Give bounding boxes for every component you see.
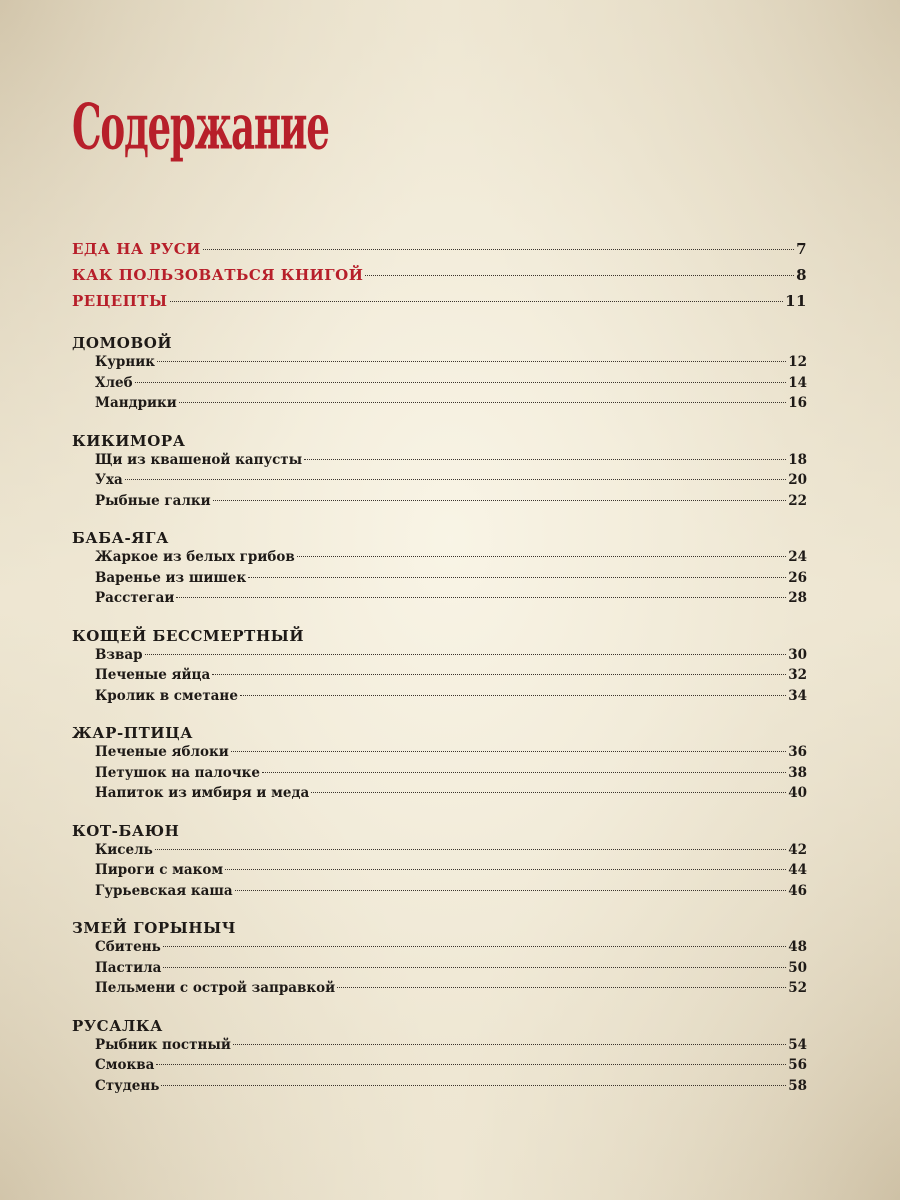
toc-page-number: 36 xyxy=(788,744,807,760)
toc-section xyxy=(72,332,807,416)
toc-item-label: Петушок на палочке xyxy=(95,764,261,781)
toc-section xyxy=(72,625,807,709)
toc-item[interactable] xyxy=(72,452,807,473)
toc-page-number: 11 xyxy=(785,292,807,310)
toc-item-label: Жаркое из белых грибов xyxy=(95,549,295,565)
dot-leader xyxy=(135,382,787,383)
toc-section xyxy=(72,430,807,514)
toc-item-label: Рыбник постный xyxy=(95,1036,231,1053)
toc-page-number: 26 xyxy=(788,569,807,586)
dot-leader xyxy=(233,1044,786,1045)
toc-section xyxy=(72,1015,807,1099)
toc-page-number: 32 xyxy=(788,667,807,683)
toc-section xyxy=(72,527,807,611)
toc-section-heading: ЖАР-ПТИЦА xyxy=(72,724,194,742)
toc-item-label: Рыбные галки xyxy=(95,492,211,509)
toc-item-label: Кисель xyxy=(95,841,153,858)
toc-item[interactable] xyxy=(72,472,807,493)
dot-leader xyxy=(235,890,787,891)
toc-item[interactable] xyxy=(72,842,807,863)
toc-item[interactable] xyxy=(72,375,807,396)
toc-page-number: 12 xyxy=(788,354,807,370)
toc-item[interactable] xyxy=(72,590,807,611)
toc-page-number: 40 xyxy=(788,785,807,801)
dot-leader xyxy=(145,654,787,655)
toc-page-number: 30 xyxy=(788,646,807,663)
dot-leader xyxy=(225,869,786,870)
toc-page-number: 20 xyxy=(788,472,807,488)
dot-leader xyxy=(179,402,786,403)
toc-item[interactable] xyxy=(72,667,807,688)
toc-item-label: Хлеб xyxy=(95,374,133,391)
dot-leader xyxy=(337,987,786,988)
dot-leader xyxy=(163,967,786,968)
toc-page-number: 42 xyxy=(788,841,807,858)
toc-section-heading: ЗМЕЙ ГОРЫНЫЧ xyxy=(72,919,237,937)
dot-leader xyxy=(156,1064,786,1065)
toc-item[interactable] xyxy=(72,493,807,514)
dot-leader xyxy=(157,361,786,362)
dot-leader xyxy=(213,500,787,501)
dot-leader xyxy=(161,1085,786,1086)
dot-leader xyxy=(163,946,786,947)
toc-item[interactable] xyxy=(72,980,807,1001)
toc-item-label: Курник xyxy=(95,354,156,370)
toc-item-label: Печеные яблоки xyxy=(95,744,229,760)
toc-item[interactable] xyxy=(72,1078,807,1099)
toc-item-label: Студень xyxy=(95,1077,160,1094)
dot-leader xyxy=(155,849,786,850)
dot-leader xyxy=(262,772,786,773)
toc-item-label: Уха xyxy=(95,472,123,488)
toc-item[interactable] xyxy=(72,570,807,591)
toc-page-number: 16 xyxy=(788,395,807,411)
toc-item-label: Мандрики xyxy=(95,395,177,411)
dot-leader xyxy=(176,597,786,598)
toc-section-heading: РУСАЛКА xyxy=(72,1016,163,1035)
toc-page-number: 18 xyxy=(788,451,807,468)
toc-section xyxy=(72,722,807,806)
toc-page-number: 28 xyxy=(788,590,807,606)
toc-item[interactable] xyxy=(72,939,807,960)
toc-page-number: 38 xyxy=(788,764,807,781)
dot-leader xyxy=(365,275,794,276)
toc-item-label: Смоква xyxy=(95,1057,155,1073)
dot-leader xyxy=(170,301,784,302)
dot-leader xyxy=(125,479,786,480)
toc-page-number: 50 xyxy=(788,959,807,976)
toc-page-number: 24 xyxy=(788,549,807,565)
dot-leader xyxy=(304,459,786,460)
toc-section-heading: ДОМОВОЙ xyxy=(72,334,173,352)
dot-leader xyxy=(248,577,786,578)
toc-item-label: Пастила xyxy=(95,959,162,976)
toc-item-label: Расстегаи xyxy=(95,590,175,606)
table-of-contents xyxy=(72,240,807,1098)
toc-page-number: 8 xyxy=(796,266,807,284)
toc-item[interactable] xyxy=(72,395,807,416)
toc-item-label: Напиток из имбиря и меда xyxy=(95,785,310,801)
toc-item[interactable] xyxy=(72,354,807,375)
toc-section xyxy=(72,820,807,904)
toc-page-number: 34 xyxy=(788,687,807,704)
dot-leader xyxy=(240,695,786,696)
toc-item[interactable] xyxy=(72,785,807,806)
dot-leader xyxy=(297,556,786,557)
toc-item-label: Пельмени с острой заправкой xyxy=(95,980,336,996)
toc-entry-label: ЕДА НА РУСИ xyxy=(72,240,201,258)
toc-item-label: Пироги с маком xyxy=(95,862,224,878)
toc-page-number: 58 xyxy=(788,1077,807,1094)
toc-item[interactable] xyxy=(72,765,807,786)
toc-item-label: Взвар xyxy=(95,646,143,663)
dot-leader xyxy=(203,249,794,250)
toc-page-number: 48 xyxy=(788,939,807,955)
toc-top-entry[interactable] xyxy=(72,240,807,266)
toc-item-label: Варенье из шишек xyxy=(95,569,247,586)
toc-entry-label: КАК ПОЛЬЗОВАТЬСЯ КНИГОЙ xyxy=(72,266,364,284)
toc-item[interactable] xyxy=(72,1057,807,1078)
toc-page-number: 22 xyxy=(788,492,807,509)
toc-page-number: 7 xyxy=(796,240,807,258)
toc-item-label: Сбитень xyxy=(95,939,161,955)
toc-item[interactable] xyxy=(72,744,807,765)
toc-item[interactable] xyxy=(72,549,807,570)
toc-item[interactable] xyxy=(72,647,807,668)
toc-section xyxy=(72,917,807,1001)
dot-leader xyxy=(311,792,786,793)
toc-page-number: 54 xyxy=(788,1036,807,1053)
toc-item-label: Кролик в сметане xyxy=(95,687,238,704)
toc-item-label: Гурьевская каша xyxy=(95,882,233,899)
page-title: Содержание xyxy=(72,90,329,165)
toc-item[interactable] xyxy=(72,862,807,883)
toc-page-number: 46 xyxy=(788,882,807,899)
toc-section-heading: КИКИМОРА xyxy=(72,431,186,450)
toc-section-heading: БАБА-ЯГА xyxy=(72,529,169,547)
toc-page-number: 44 xyxy=(788,862,807,878)
toc-page-number: 52 xyxy=(788,980,807,996)
toc-top-entry[interactable] xyxy=(72,266,807,292)
dot-leader xyxy=(231,751,786,752)
toc-item[interactable] xyxy=(72,688,807,709)
toc-item[interactable] xyxy=(72,1037,807,1058)
toc-item[interactable] xyxy=(72,960,807,981)
toc-item[interactable] xyxy=(72,883,807,904)
toc-page-number: 56 xyxy=(788,1057,807,1073)
toc-section-heading: КОТ-БАЮН xyxy=(72,821,180,840)
dot-leader xyxy=(212,674,786,675)
toc-section-heading: КОЩЕЙ БЕССМЕРТНЫЙ xyxy=(72,626,305,645)
toc-item-label: Печеные яйца xyxy=(95,667,211,683)
toc-top-entry[interactable] xyxy=(72,292,807,318)
toc-item-label: Щи из квашеной капусты xyxy=(95,451,303,468)
toc-entry-label: РЕЦЕПТЫ xyxy=(72,292,168,310)
toc-page-number: 14 xyxy=(788,374,807,391)
